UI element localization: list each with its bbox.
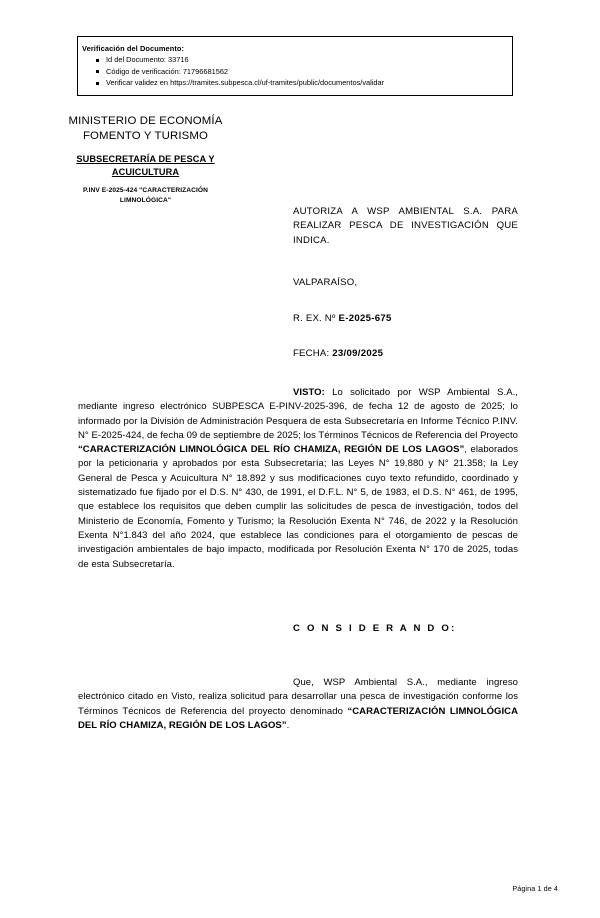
- ministry-line-2: FOMENTO Y TURISMO: [82, 130, 209, 142]
- visto-project-name: “CARACTERIZACIÓN LIMNOLÓGICA DEL RÍO CHAMIZA, REGIÓN DE LOS LAGOS”: [78, 444, 465, 456]
- verification-title: Verificación del Documento:: [82, 44, 185, 53]
- ministry-name: [38, 114, 253, 144]
- que-text-part-a: Que, WSP Ambiental S.A., mediante ingreso electrónico citado en Visto, realiza solicitud para desarrollar una pesca de investigación conforme los Términos Técnicos de Referencia del proyecto denominado: [78, 677, 518, 717]
- visto-label: VISTO:: [293, 387, 325, 398]
- visto-paragraph: [78, 386, 518, 572]
- resolution-number-label: R. EX. Nº: [293, 313, 339, 324]
- project-reference-line-2: LIMNOLÓGICA": [119, 196, 172, 204]
- list-item: Verificar validez en https://tramites.subpesca.cl/uf-tramites/public/documentos/validar: [106, 77, 512, 89]
- visto-text-part-a: Lo solicitado por WSP Ambiental S.A., mediante ingreso electrónico SUBPESCA E-PINV-2025-396, de fecha 12 de agosto de 2025; lo informado por la División de Administración Pesquera de esta Subsecretaría en Informe Técnico P.INV. N° E-2025-424, de fecha 09 de septiembre de 2025; los Términos Técnicos de Referencia del Proyecto: [78, 387, 518, 441]
- page-footer: Página 1 de 4: [512, 884, 558, 893]
- institution-header: [38, 114, 253, 205]
- list-item: Id del Documento: 33716: [106, 54, 512, 66]
- subsecretaria-line-1: SUBSECRETARÍA DE PESCA Y: [76, 154, 215, 164]
- verification-list: [78, 54, 512, 89]
- list-item: Código de verificación: 71796681562: [106, 66, 512, 78]
- resolution-number-value: E-2025-675: [338, 313, 392, 324]
- resolution-subject: AUTORIZA A WSP AMBIENTAL S.A. PARA REALIZAR PESCA DE INVESTIGACIÓN QUE INDICA.: [293, 206, 518, 246]
- project-reference: [38, 186, 253, 205]
- que-text-part-b: .: [286, 719, 290, 731]
- considerando-heading: C O N S I D E R A N D O:: [293, 623, 457, 634]
- que-project-name: “CARACTERIZACIÓN LIMNOLÓGICA DEL RÍO CHAMIZA, REGIÓN DE LOS LAGOS”: [78, 705, 518, 731]
- ministry-line-1: MINISTERIO DE ECONOMÍA: [68, 115, 223, 127]
- subsecretaria-line-2: ACUICULTURA: [111, 167, 180, 177]
- project-reference-line-1: P.INV E-2025-424 "CARACTERIZACIÓN: [82, 187, 209, 194]
- date-line: [293, 348, 518, 359]
- date-label: FECHA:: [293, 348, 333, 359]
- date-value: 23/09/2025: [332, 348, 384, 359]
- resolution-number-line: [293, 313, 518, 324]
- visto-text-part-b: , elaborados por la peticionaria y aprobados por esta Subsecretaría; las Leyes N° 19.880 y N° 21.358; la Ley General de Pesca y Acuicultura N° 18.892 y sus modificaciones cuyo texto refundido, coordinado y sistematizado fue fijado por el D.S. N° 430, de 1991, el D.F.L. N° 5, de 1983, el D.S. N° 461, de 1995, que establece los requisitos que deben cumplir las solicitudes de pesca de investigación, todos del Ministerio de Economía, Fomento y Turismo; la Resolución Exenta N° 746, de 2022 y la Resolución Exenta N°1.843 del año 2024, que establece las condiciones para el otorgamiento de pescas de investigación ambientales de bajo impacto, modificada por Resolución Exenta N° 170 de 2025, todas de esta Subsecretaría.: [78, 444, 519, 570]
- considerando-paragraph: [78, 676, 518, 733]
- city-line: VALPARAÍSO,: [293, 277, 358, 288]
- subsecretaria-name: [38, 153, 253, 179]
- verification-box: [77, 36, 513, 96]
